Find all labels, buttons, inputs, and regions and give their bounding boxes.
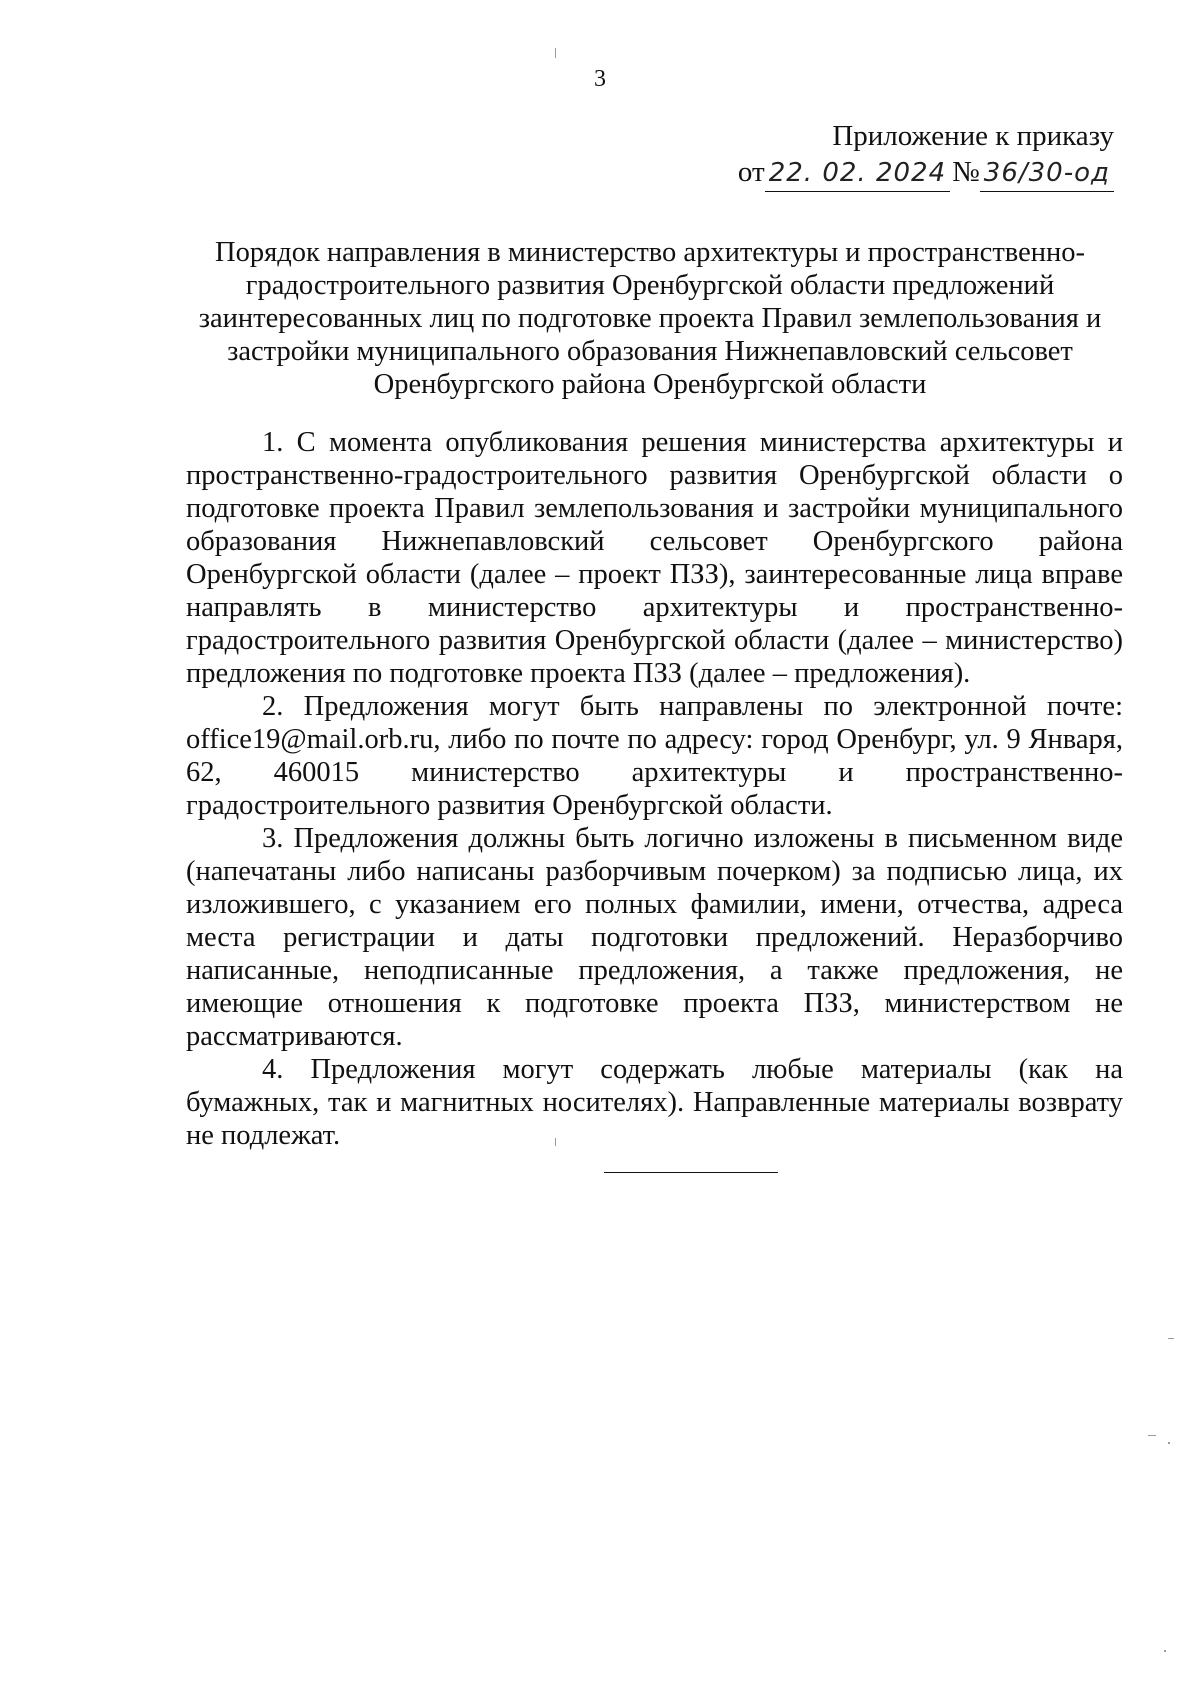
appendix-date-handwritten: 22. 02. 2024 [765,155,950,192]
appendix-number-label: № [952,156,980,188]
scan-speck [1148,1435,1156,1436]
paragraph-4: 4. Предложения могут содержать любые материалы (как на бумажных, так и магнитных носителях). Направленные материалы возврату не подлежат. [186,1054,1123,1151]
paragraph-3: 3. Предложения должны быть логично изложены в письменном виде (напечатаны либо написаны разборчивым почерком) за подписью лица, их изложившего, с указанием его полных фамилии, имени, отчества, адреса места регистрации и даты подготовки предложений. Неразборчиво написанные, неподписанные предложения, а также предложения, не имеющие отношения к подготовке проекта ПЗЗ, министерством не рассматриваются. [186,823,1123,1052]
appendix-from-label: от [737,156,765,188]
scan-speck [1164,1650,1166,1652]
scan-speck [1168,1338,1174,1339]
document-title: Порядок направления в министерство архитектуры и пространственно-градостроительного развития Оренбургской области предложений заинтересованных лиц по подготовке проекта Правил землепользования и застройки муниципального образования Нижнепавловский сельсовет Оренбургского района Оренбургской области [198,237,1102,400]
paragraph-2: 2. Предложения могут быть направлены по электронной почте: office19@mail.orb.ru, либо по почте по адресу: город Оренбург, ул. 9 Января, 62, 460015 министерство архитектуры и пространственно-градостроительного развития Оренбургской области. [186,691,1123,821]
scan-speck [555,48,556,58]
page-number: 3 [594,66,606,92]
end-of-document-rule [604,1172,778,1173]
appendix-title: Приложение к приказу [832,120,1114,152]
appendix-number-handwritten: 36/30-од [980,155,1114,192]
scan-speck [555,1138,556,1146]
document-body [186,426,1123,1152]
paragraph-1: 1. С момента опубликования решения министерства архитектуры и пространственно-градостроительного развития Оренбургской области о подготовке проекта Правил землепользования и застройки муниципального образования Нижнепавловский сельсовет Оренбургского района Оренбургской области (далее – проект ПЗЗ), заинтересованные лица вправе направлять в министерство архитектуры и пространственно-градостроительного развития Оренбургской области (далее – министерство) предложения по подготовке проекта ПЗЗ (далее – предложения). [186,427,1123,689]
appendix-header [654,118,1114,192]
appendix-reference [654,154,1114,192]
scan-speck [1168,1442,1170,1444]
